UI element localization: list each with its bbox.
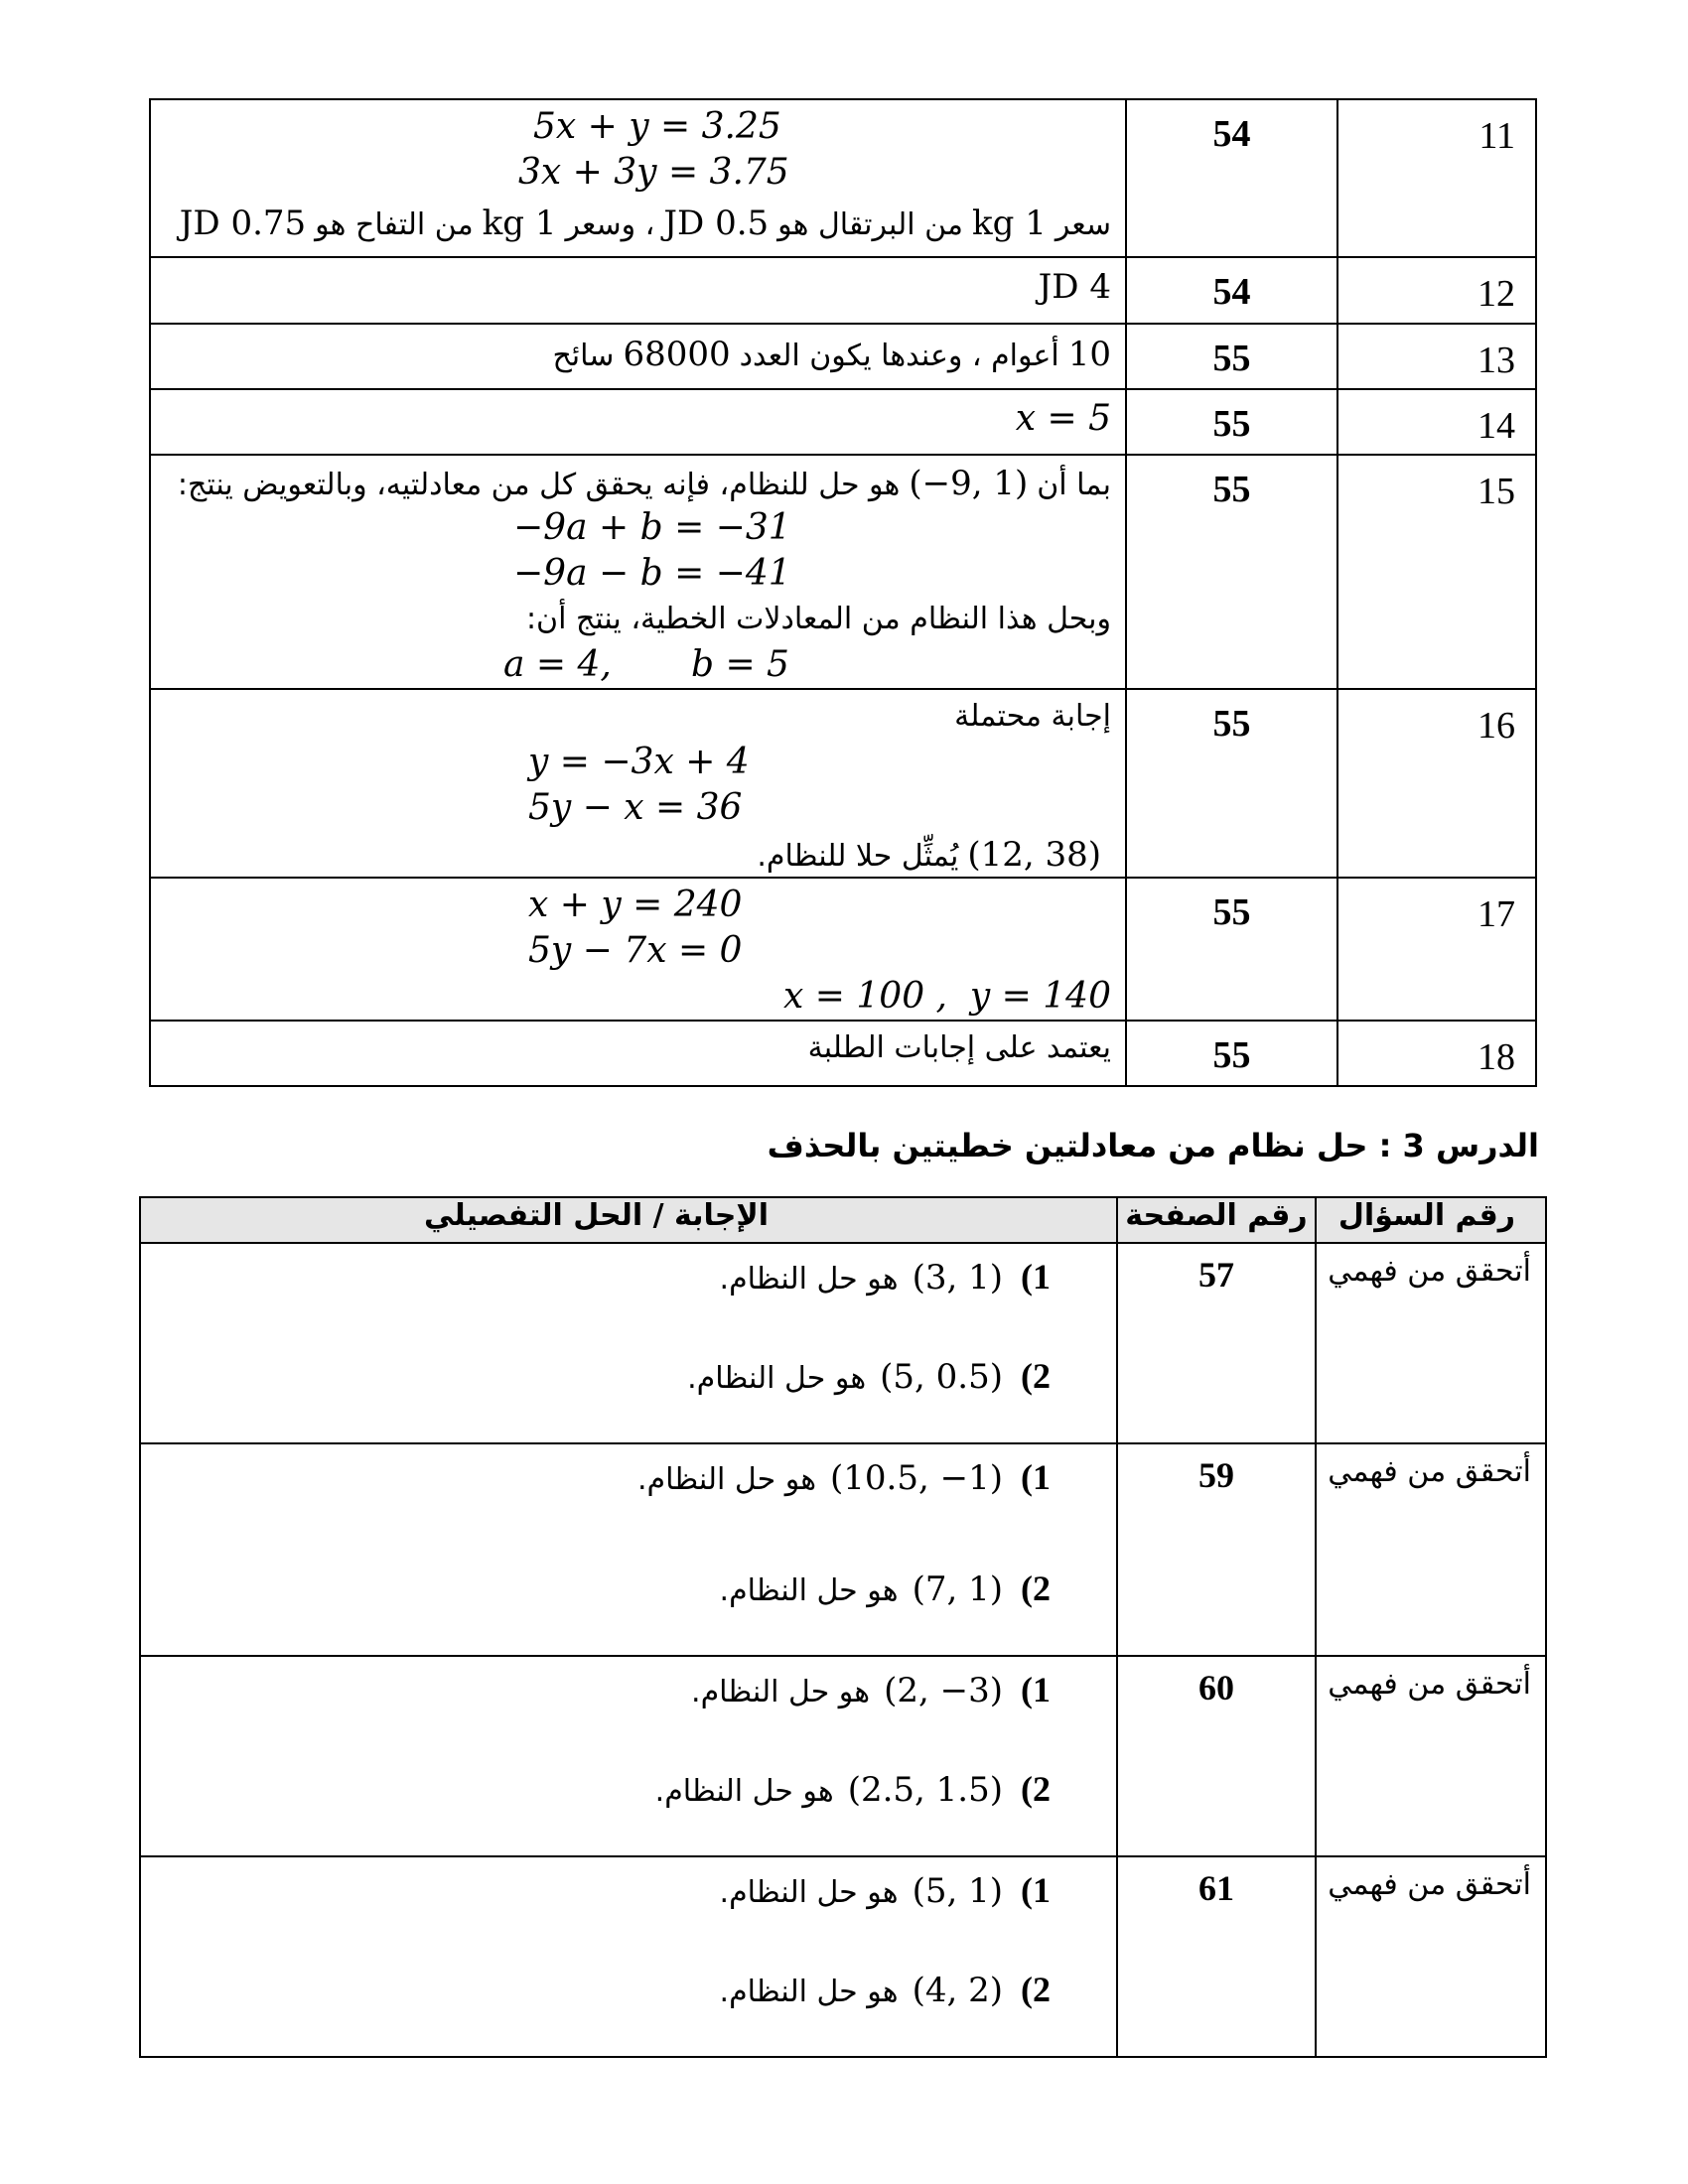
question-number: 14 xyxy=(1337,389,1536,455)
answer-item: 1)(3, 1)هو حل النظام. xyxy=(719,1257,1051,1297)
answer-text: (12, 38) يُمثِّل حلا للنظام. xyxy=(757,835,1101,875)
equation: y = −3x + 4 xyxy=(528,742,750,782)
answer-cell xyxy=(150,878,1126,1021)
table-row xyxy=(140,1243,1546,1443)
page-number: 55 xyxy=(1126,455,1337,689)
question-number: 16 xyxy=(1337,689,1536,878)
answers-table-lesson-3 xyxy=(139,1196,1547,2058)
answers-table-lesson-2 xyxy=(149,98,1537,1087)
answer-cell xyxy=(140,1856,1117,2057)
answer-cell xyxy=(150,689,1126,878)
table-row xyxy=(150,689,1536,878)
answer-cell xyxy=(150,389,1126,455)
answer-text: بما أن (−9, 1) هو حل للنظام، فإنه يحقق كل من معادلتيه، وبالتعويض ينتج: xyxy=(177,464,1111,503)
answer-item: 1)(5, 1)هو حل النظام. xyxy=(719,1870,1051,1911)
page-number: 55 xyxy=(1126,1021,1337,1086)
question-label: أتحقق من فهمي xyxy=(1316,1856,1546,2057)
answer-text: وبحل هذا النظام من المعادلات الخطية، ينتج أن: xyxy=(525,602,1111,636)
answer-text: 4 JD xyxy=(1038,267,1111,307)
answer-cell xyxy=(150,99,1126,257)
answer-text: سعر 1 kg من البرتقال هو 0.5 JD ، وسعر 1 kg من التفاح هو 0.75 JD xyxy=(179,204,1111,243)
answer-text: 10 أعوام ، وعندها يكون العدد 68000 سائح xyxy=(552,335,1111,374)
header-answer: الإجابة / الحل التفصيلي xyxy=(140,1197,1117,1243)
table-row xyxy=(140,1656,1546,1856)
page-number: 60 xyxy=(1117,1656,1316,1856)
page-number: 54 xyxy=(1126,257,1337,324)
question-number: 18 xyxy=(1337,1021,1536,1086)
answer-cell xyxy=(140,1656,1117,1856)
table-row xyxy=(150,324,1536,389)
answer-cell xyxy=(140,1243,1117,1443)
answer-cell xyxy=(150,455,1126,689)
answer-cell xyxy=(140,1443,1117,1656)
page-number: 55 xyxy=(1126,324,1337,389)
answer-item: 1)(2, −3)هو حل النظام. xyxy=(691,1670,1051,1710)
question-label: أتحقق من فهمي xyxy=(1316,1243,1546,1443)
equation: 5x + y = 3.25 xyxy=(533,106,781,147)
question-number: 17 xyxy=(1337,878,1536,1021)
table-row xyxy=(150,878,1536,1021)
answer-item: 1)(10.5, −1)هو حل النظام. xyxy=(636,1457,1051,1498)
answer-text: يعتمد على إجابات الطلبة xyxy=(807,1030,1111,1065)
table-row xyxy=(140,1443,1546,1656)
table-row xyxy=(150,389,1536,455)
page-number: 54 xyxy=(1126,99,1337,257)
equation: −9a + b = −31 xyxy=(513,507,791,548)
answer-cell xyxy=(150,324,1126,389)
table-header-row xyxy=(140,1197,1546,1243)
question-number: 13 xyxy=(1337,324,1536,389)
equation: 5y − 7x = 0 xyxy=(528,930,743,971)
page-number: 59 xyxy=(1117,1443,1316,1656)
question-number: 15 xyxy=(1337,455,1536,689)
table-row xyxy=(150,257,1536,324)
equation: 3x + 3y = 3.75 xyxy=(518,152,789,193)
page-number: 55 xyxy=(1126,389,1337,455)
equation: x = 5 xyxy=(1015,398,1111,439)
page-number: 55 xyxy=(1126,689,1337,878)
page-number: 57 xyxy=(1117,1243,1316,1443)
question-number: 12 xyxy=(1337,257,1536,324)
answer-item: 2)(4, 2)هو حل النظام. xyxy=(719,1970,1051,2010)
header-page-number: رقم الصفحة xyxy=(1117,1197,1316,1243)
equation: x = 100 , y = 140 xyxy=(783,976,1111,1017)
lesson-title: الدرس 3 : حل نظام من معادلتين خطيتين بالحذف xyxy=(767,1127,1539,1164)
question-number: 11 xyxy=(1337,99,1536,257)
answer-text: إجابة محتملة xyxy=(954,699,1111,734)
table-row xyxy=(150,99,1536,257)
equation: −9a − b = −41 xyxy=(513,553,791,594)
answer-item: 2)(5, 0.5)هو حل النظام. xyxy=(687,1356,1051,1397)
equation: x + y = 240 xyxy=(528,885,743,925)
question-label: أتحقق من فهمي xyxy=(1316,1656,1546,1856)
answer-cell xyxy=(150,257,1126,324)
answer-item: 2)(2.5, 1.5)هو حل النظام. xyxy=(654,1769,1051,1810)
table-row xyxy=(150,1021,1536,1086)
answer-cell xyxy=(150,1021,1126,1086)
equation: a = 4, b = 5 xyxy=(503,644,789,685)
header-question-number: رقم السؤال xyxy=(1316,1197,1546,1243)
page-number: 55 xyxy=(1126,878,1337,1021)
equation: 5y − x = 36 xyxy=(528,787,743,828)
question-label: أتحقق من فهمي xyxy=(1316,1443,1546,1656)
table-row xyxy=(150,455,1536,689)
answer-item: 2)(7, 1)هو حل النظام. xyxy=(719,1569,1051,1609)
page-number: 61 xyxy=(1117,1856,1316,2057)
table-row xyxy=(140,1856,1546,2057)
